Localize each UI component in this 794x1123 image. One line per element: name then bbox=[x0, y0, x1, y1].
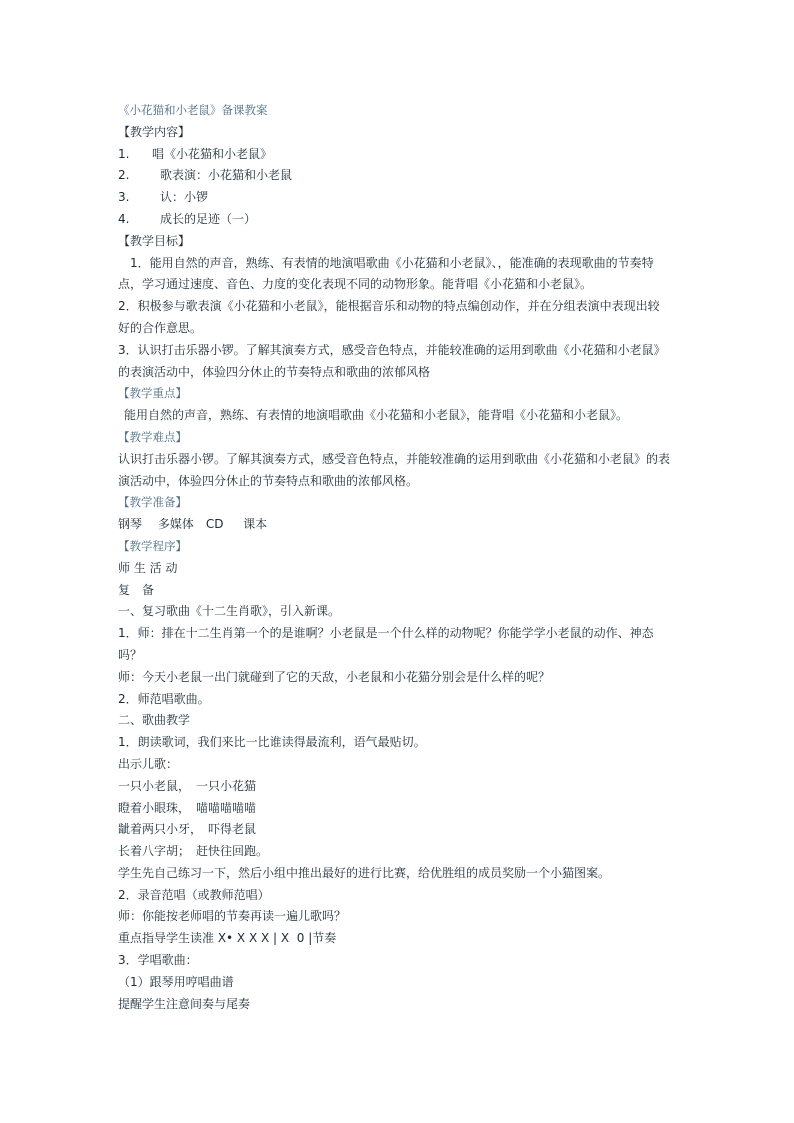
learn-song: 3．学唱歌曲： bbox=[118, 953, 198, 968]
remind-interlude: 提醒学生注意间奏与尾奏 bbox=[118, 996, 251, 1011]
preparation-heading: 【教学准备】 bbox=[118, 495, 187, 510]
lesson-plan-page bbox=[118, 100, 678, 1015]
rhythm-guidance: 重点指导学生读准 X• X X X | X 0 |节奏 bbox=[118, 931, 337, 946]
rhyme-line: 一只小老鼠， 一只小花猫 bbox=[118, 778, 257, 793]
show-rhyme: 出示儿歌： bbox=[118, 756, 179, 771]
content-item bbox=[118, 187, 678, 209]
read-lyrics: 1．朗读歌词，我们来比一比谁读得最流利，语气最贴切。 bbox=[118, 735, 426, 750]
teacher-student-label: 师 生 活 动 bbox=[118, 560, 178, 575]
content-item bbox=[118, 144, 678, 166]
key-points-heading: 【教学重点】 bbox=[118, 386, 187, 401]
item-number: 3. bbox=[118, 190, 130, 205]
rhyme-line: 瞪着小眼珠， 喵喵喵喵喵 bbox=[118, 800, 257, 815]
difficulty-heading: 【教学难点】 bbox=[118, 429, 187, 444]
item-number: 4. bbox=[118, 211, 130, 226]
review-section: 一、复习歌曲《十二生肖歌》，引入新课。 bbox=[118, 604, 341, 619]
question-1-line-2: 吗？ bbox=[118, 647, 143, 662]
question-3: 师：你能按老师唱的节奏再读一遍儿歌吗？ bbox=[118, 909, 347, 924]
goal-1-line-1: 1．能用自然的声音，熟练、有表情的地演唱歌曲《小花猫和小老鼠》、，能准确的表现歌曲的节奏特 bbox=[130, 255, 654, 270]
content-heading: 【教学内容】 bbox=[118, 124, 191, 139]
hum-score: （1）跟琴用哼唱曲谱 bbox=[118, 974, 234, 989]
recording-demo: 2．录音范唱（或教师范唱） bbox=[118, 887, 270, 902]
goal-2-line-2: 好的合作意思。 bbox=[118, 320, 203, 335]
doc-title: 《小花猫和小老鼠》备课教案 bbox=[118, 103, 268, 117]
rhyme-line: 长着八字胡； 赶快往回跑。 bbox=[118, 844, 269, 859]
question-1-line-1: 1．师：排在十二生肖第一个的是谁啊？小老鼠是一个什么样的动物呢？你能学学小老鼠的动作、神态 bbox=[118, 626, 654, 641]
content-item bbox=[118, 165, 678, 187]
difficulty-line-1: 认识打击乐器小锣。了解其演奏方式，感受音色特点，并能较准确的运用到歌曲《小花猫和小老鼠》的表 bbox=[118, 451, 671, 466]
goal-1-line-2: 点，学习通过速度、音色、力度的变化表现不同的动物形象。能背唱《小花猫和小老鼠》。 bbox=[118, 277, 593, 292]
key-points-text: 能用自然的声音，熟练、有表情的地演唱歌曲《小花猫和小老鼠》，能背唱《小花猫和小老鼠》。 bbox=[124, 408, 629, 423]
prepare-label: 复 备 bbox=[118, 582, 155, 597]
preparation-text: 钢琴 多媒体 CD 课本 bbox=[118, 517, 268, 532]
item-text: 歌表演：小花猫和小老鼠 bbox=[160, 168, 293, 183]
item-number: 1. bbox=[118, 146, 130, 161]
song-teaching-section: 二、歌曲教学 bbox=[118, 713, 191, 728]
question-2: 师：今天小老鼠一出门就碰到了它的天敌，小老鼠和小花猫分别会是什么样的呢？ bbox=[118, 669, 551, 684]
item-text: 唱《小花猫和小老鼠》 bbox=[152, 146, 273, 161]
item-text: 认：小锣 bbox=[160, 190, 209, 205]
rhyme-line: 龇着两只小牙， 吓得老鼠 bbox=[118, 822, 257, 837]
goal-2-line-1: 2．积极参与歌表演《小花猫和小老鼠》，能根据音乐和动物的特点编创动作，并在分组表演中表现出较 bbox=[118, 299, 660, 314]
item-number: 2. bbox=[118, 168, 130, 183]
content-item bbox=[118, 209, 678, 231]
procedure-heading: 【教学程序】 bbox=[118, 538, 187, 553]
goal-3-line-2: 的表演活动中，体验四分休止的节奏特点和歌曲的浓郁风格 bbox=[118, 364, 431, 379]
practice-instruction: 学生先自己练习一下，然后小组中推出最好的进行比赛，给优胜组的成员奖励一个小猫图案。 bbox=[118, 865, 611, 880]
item-text: 成长的足迹（一） bbox=[160, 211, 257, 226]
goals-heading: 【教学目标】 bbox=[118, 233, 191, 248]
difficulty-line-2: 演活动中，体验四分休止的节奏特点和歌曲的浓郁风格。 bbox=[118, 473, 419, 488]
teacher-demo: 2．师范唱歌曲。 bbox=[118, 691, 210, 706]
goal-3-line-1: 3．认识打击乐器小锣。了解其演奏方式，感受音色特点，并能较准确的运用到歌曲《小花猫和小老鼠》 bbox=[118, 342, 666, 357]
